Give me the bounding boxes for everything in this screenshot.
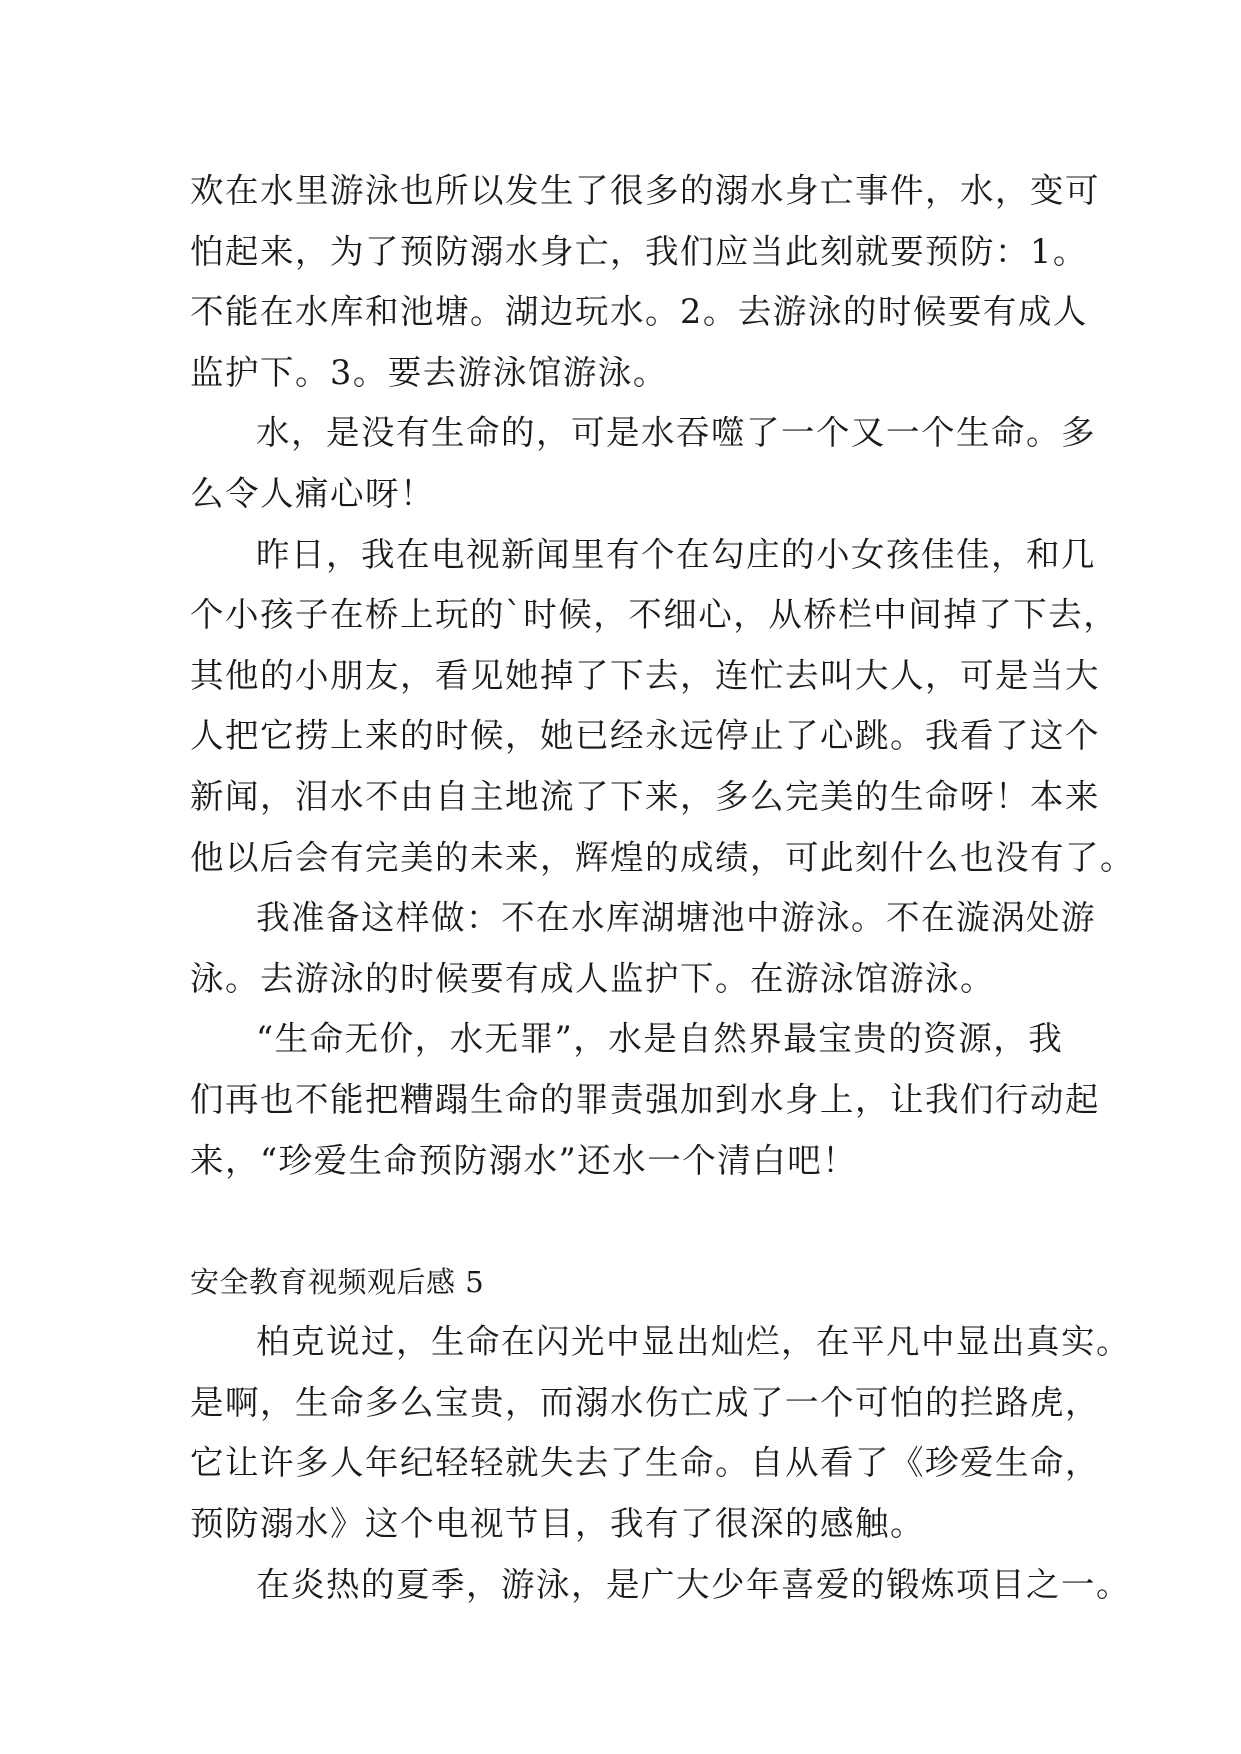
- blank-line: [190, 1191, 1052, 1252]
- text-line: 在炎热的夏季，游泳，是广大少年喜爱的锻炼项目之一。: [256, 1564, 1131, 1604]
- text-line: 个小孩子在桥上玩的`时候，不细心，从桥栏中间掉了下去，: [190, 595, 1119, 635]
- section-title: 安全教育视频观后感 5: [190, 1264, 485, 1299]
- paragraph-6: [190, 1312, 1131, 1554]
- text-line: 它让许多人年纪轻轻就失去了生命。自从看了《珍爱生命，: [190, 1443, 1100, 1483]
- text-line: 是啊，生命多么宝贵，而溺水伤亡成了一个可怕的拦路虎，: [190, 1382, 1100, 1422]
- text-line: 我准备这样做：不在水库湖塘池中游泳。不在漩涡处游: [256, 898, 1096, 938]
- text-line: 其他的小朋友，看见她掉了下去，连忙去叫大人，可是当大: [190, 655, 1100, 695]
- paragraph-4: [190, 888, 1096, 1009]
- text-line: 监护下。3。要去游泳馆游泳。: [190, 352, 668, 392]
- text-line: 昨日，我在电视新闻里有个在勾庄的小女孩佳佳，和几: [256, 534, 1096, 574]
- text-line: 们再也不能把糟蹋生命的罪责强加到水身上，让我们行动起: [190, 1079, 1100, 1119]
- paragraph-3: [190, 525, 1135, 889]
- text-line: 么令人痛心呀！: [190, 473, 435, 513]
- text-line: 他以后会有完美的未来，辉煌的成绩，可此刻什么也没有了。: [190, 837, 1135, 877]
- document-body: [190, 161, 1135, 1615]
- text-line: 预防溺水》这个电视节目，我有了很深的感触。: [190, 1504, 925, 1544]
- text-line: 不能在水库和池塘。湖边玩水。2。去游泳的时候要有成人: [190, 292, 1088, 332]
- text-line: 柏克说过，生命在闪光中显出灿烂，在平凡中显出真实。: [256, 1322, 1131, 1362]
- paragraph-1: [190, 161, 1100, 403]
- paragraph-7: [190, 1555, 1131, 1616]
- paragraph-5: [190, 1009, 1100, 1191]
- text-line: 来，“珍爱生命预防溺水”还水一个清白吧！: [190, 1140, 858, 1180]
- text-line: 泳。去游泳的时候要有成人监护下。在游泳馆游泳。: [190, 958, 995, 998]
- text-line: 欢在水里游泳也所以发生了很多的溺水身亡事件，水，变可: [190, 171, 1100, 210]
- text-line: “生命无价，水无罪”，水是自然界最宝贵的资源，我: [256, 1019, 1064, 1059]
- text-line: 新闻，泪水不由自主地流了下来，多么完美的生命呀！本来: [190, 776, 1100, 816]
- paragraph-2: [190, 403, 1096, 524]
- text-line: 水，是没有生命的，可是水吞噬了一个又一个生命。多: [256, 413, 1096, 453]
- text-line: 人把它捞上来的时候，她已经永远停止了心跳。我看了这个: [190, 716, 1100, 756]
- text-line: 怕起来，为了预防溺水身亡，我们应当此刻就要预防：1。: [190, 231, 1088, 271]
